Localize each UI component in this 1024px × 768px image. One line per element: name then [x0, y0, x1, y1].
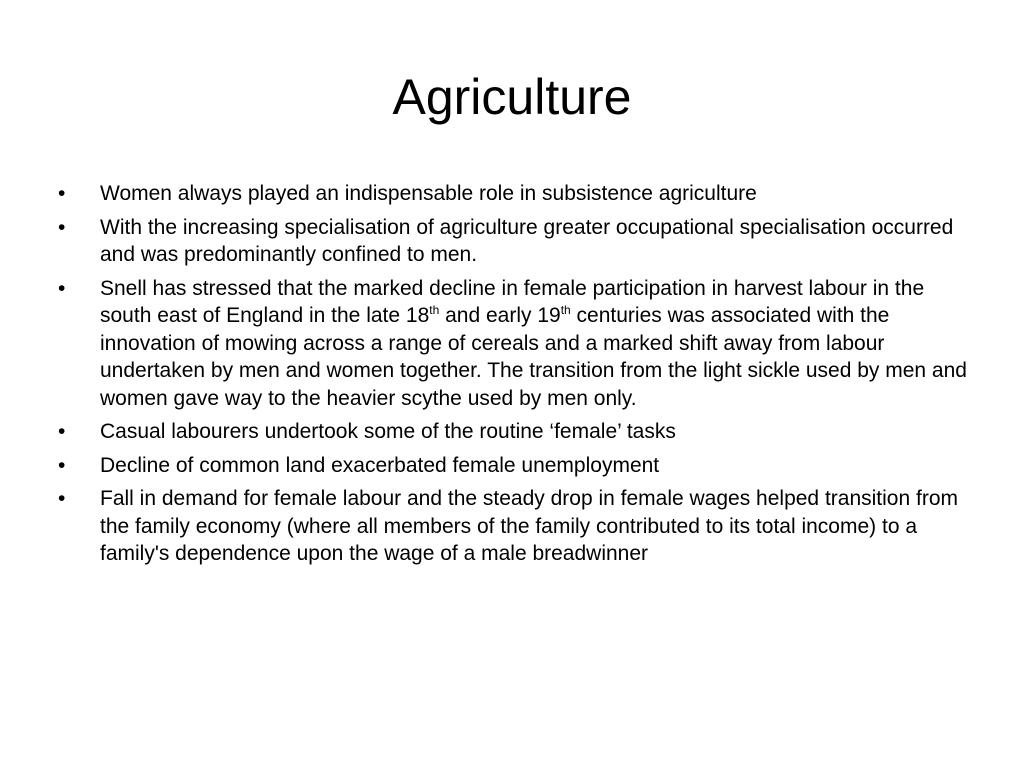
- bullet-icon: •: [58, 215, 66, 239]
- bullet-list: [58, 180, 968, 574]
- bullet-text-part: and early 19: [439, 304, 561, 327]
- bullet-icon: •: [58, 420, 66, 443]
- bullet-icon: •: [58, 276, 66, 300]
- bullet-text-part: centuries was associated with the innovation of mowing across a range of cereals and a marked shift away from labour undertaken by men and women together. The transition from the light sickle used by men and women gave way to the heavier scythe used by men only.: [100, 304, 967, 410]
- bullet-text: Decline of common land exacerbated female unemployment: [100, 453, 660, 477]
- bullet-icon: •: [58, 182, 66, 205]
- bullet-text: With the increasing specialisation of agriculture greater occupational specialisation occurred and was predominantly confined to men.: [100, 215, 954, 266]
- bullet-text: Casual labourers undertook some of the routine ‘female’ tasks: [100, 420, 676, 443]
- list-item: [58, 452, 968, 480]
- slide-title: Agriculture: [392, 69, 632, 125]
- list-item: [58, 214, 968, 269]
- ordinal-superscript: th: [429, 303, 440, 317]
- bullet-icon: •: [58, 453, 66, 477]
- bullet-text-part: Snell has stressed that the marked decline in female participation in harvest labour in the south east of England in the late 18: [100, 276, 925, 327]
- list-item: [58, 275, 968, 413]
- bullet-text: Fall in demand for female labour and the steady drop in female wages helped transition from the family economy (where all members of the family contributed to its total income) to a family's dependence upon the wage of a male breadwinner: [100, 487, 958, 565]
- ordinal-superscript: th: [560, 303, 571, 317]
- bullet-icon: •: [58, 487, 66, 510]
- list-item: [58, 485, 968, 568]
- bullet-text: [100, 277, 967, 410]
- list-item: [58, 180, 968, 208]
- list-item: [58, 418, 968, 446]
- bullet-text: Women always played an indispensable role in subsistence agriculture: [100, 182, 757, 205]
